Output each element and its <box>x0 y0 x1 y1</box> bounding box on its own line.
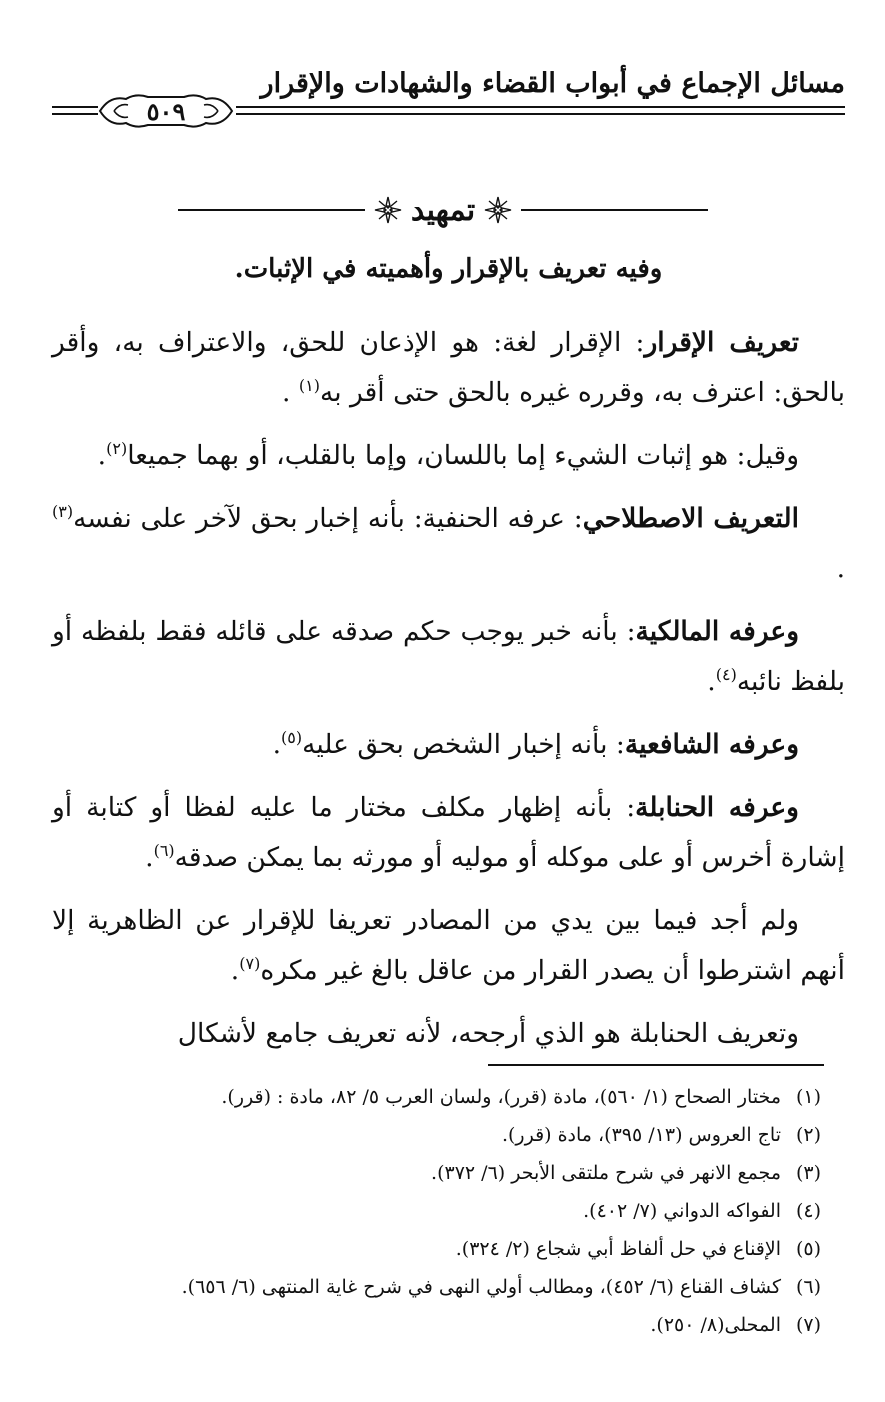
paragraph <box>52 1009 845 1059</box>
paragraph <box>52 783 845 883</box>
paragraph-text: وتعريف الحنابلة هو الذي أرجحه، لأنه تعريف جامع لأشكال <box>177 1018 799 1049</box>
footnote-text: مختار الصحاح (١/ ٥٦٠)، مادة (قرر)، ولسان العرب ٥/ ٨٢، مادة : (قرر). <box>221 1086 781 1108</box>
page-number: ٥٠٩ <box>146 96 186 126</box>
section-subtitle: وفيه تعريف بالإقرار وأهميته في الإثبات. <box>234 254 663 284</box>
paragraph-term: التعريف الاصطلاحي <box>582 503 799 534</box>
header-rule-left-bottom <box>52 113 98 115</box>
footnote <box>90 1306 821 1344</box>
paragraph-term: وعرفه الشافعية <box>624 729 799 760</box>
paragraph-text: ولم أجد فيما بين يدي من المصادر تعريفا للإقرار عن الظاهرية إلا أنهم اشترطوا أن يصدر القرار من عاقل بالغ غير مكره <box>52 905 845 986</box>
section-heading-rule-left <box>178 209 365 211</box>
footnote <box>90 1078 821 1116</box>
footnote <box>90 1116 821 1154</box>
flower-ornament-icon <box>483 195 513 225</box>
paragraph-term: وعرفه المالكية <box>635 616 799 647</box>
footnote-text: تاج العروس (١٣/ ٣٩٥)، مادة (قرر). <box>501 1124 781 1146</box>
paragraph-end: . <box>836 553 845 584</box>
footnote-ref[interactable]: (٢) <box>106 439 128 459</box>
footnote-ref[interactable]: (٦) <box>153 841 175 861</box>
footnote-number: (٣) <box>795 1162 821 1184</box>
running-header-title: مسائل الإجماع في أبواب القضاء والشهادات والإقرار <box>260 68 845 99</box>
section-heading <box>178 188 708 232</box>
paragraph <box>52 494 845 594</box>
paragraph <box>52 318 845 418</box>
footnote-ref[interactable]: (٤) <box>715 665 737 685</box>
footnote <box>90 1268 821 1306</box>
paragraph-end: . <box>282 377 299 408</box>
body-text <box>52 318 845 1072</box>
footnote <box>90 1230 821 1268</box>
footnote-number: (٢) <box>795 1124 821 1146</box>
running-header <box>52 66 845 136</box>
footnote <box>90 1192 821 1230</box>
header-rule-right-top <box>236 106 845 108</box>
paragraph-text: : بأنه خبر يوجب حكم صدقه على قائله فقط بلفظه أو بلفظ نائبه <box>52 616 845 697</box>
paragraph-end: . <box>707 666 716 697</box>
paragraph <box>52 431 845 481</box>
paragraph <box>52 896 845 996</box>
footnote <box>90 1154 821 1192</box>
section-heading-core <box>373 193 513 228</box>
footnote-number: (٦) <box>795 1276 821 1298</box>
footnote-text: الفواكه الدواني (٧/ ٤٠٢). <box>583 1200 781 1222</box>
footnote-text: مجمع الانهر في شرح ملتقى الأبحر (٦/ ٣٧٢). <box>431 1162 781 1184</box>
paragraph-text: وقيل: هو إثبات الشيء إما باللسان، وإما بالقلب، أو بهما جميعا <box>127 440 799 471</box>
footnote-number: (١) <box>795 1086 821 1108</box>
paragraph-end: . <box>97 440 107 471</box>
footnote-ref[interactable]: (١) <box>298 376 320 396</box>
paragraph-end: . <box>145 842 154 873</box>
footnote-text: المحلى(٨/ ٢٥٠). <box>650 1314 781 1336</box>
footnote-ref[interactable]: (٣) <box>52 502 74 522</box>
paragraph-term: وعرفه الحنابلة <box>635 792 799 823</box>
footnote-text: الإقناع في حل ألفاظ أبي شجاع (٢/ ٣٢٤). <box>455 1238 781 1260</box>
footnote-number: (٧) <box>795 1314 821 1336</box>
section-title: تمهيد <box>410 192 476 228</box>
flower-ornament-icon <box>373 195 403 225</box>
paragraph-text: : بأنه إظهار مكلف مختار ما عليه لفظا أو كتابة أو إشارة أخرس أو على موكله أو موليه أو مورثه بما يمكن صدقه <box>52 792 845 873</box>
paragraph-text: : بأنه إخبار الشخص بحق عليه <box>302 729 625 760</box>
paragraph-end: . <box>272 729 282 760</box>
page-number-frame <box>96 91 236 131</box>
footnote-text: كشاف القناع (٦/ ٤٥٢)، ومطالب أولي النهى في شرح غاية المنتهى (٦/ ٦٥٦). <box>181 1276 781 1298</box>
paragraph-text: : عرفه الحنفية: بأنه إخبار بحق لآخر على نفسه <box>73 503 583 534</box>
paragraph-term: تعريف الإقرار <box>644 327 799 358</box>
footnote-number: (٥) <box>795 1238 821 1260</box>
footnote-ref[interactable]: (٥) <box>281 728 303 748</box>
header-rule-right-bottom <box>236 113 845 115</box>
header-rule-left-top <box>52 106 98 108</box>
footnote-number: (٤) <box>795 1200 821 1222</box>
footnote-ref[interactable]: (٧) <box>239 954 261 974</box>
paragraph <box>52 607 845 707</box>
footnote-separator <box>488 1064 824 1066</box>
footnotes <box>90 1078 821 1344</box>
paragraph-end: . <box>230 955 240 986</box>
paragraph-text: : الإقرار لغة: هو الإذعان للحق، والاعتراف به، وأقر بالحق: اعترف به، وقرره غيره بالحق حتى أقر به <box>52 327 845 408</box>
paragraph <box>52 720 845 770</box>
section-heading-rule-right <box>521 209 708 211</box>
